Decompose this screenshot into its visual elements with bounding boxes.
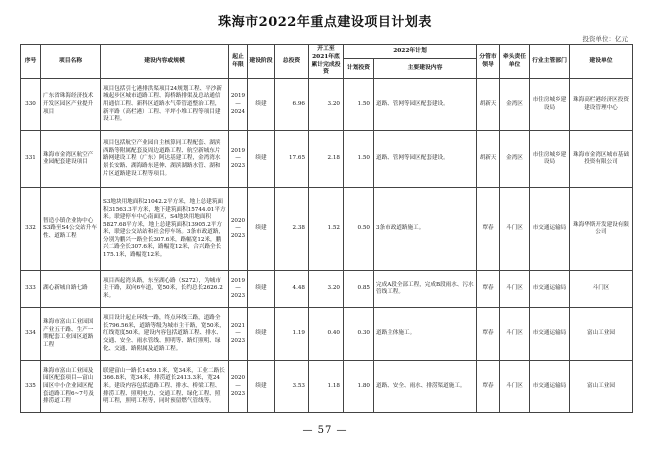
row-builder: 珠海高栏港经济区投资建设管理中心 — [570, 79, 633, 131]
row-lead-unit: 斗门区 — [500, 308, 530, 361]
row-city-leader: 覃春 — [477, 361, 500, 413]
row-seq: 335 — [21, 361, 41, 413]
row-lead-unit: 斗门区 — [500, 361, 530, 413]
row-plan-content: 3条市政道路施工。 — [374, 188, 477, 271]
row-builder: 斗门区 — [570, 271, 633, 308]
row-dept: 市住房城乡建设局 — [530, 79, 570, 131]
row-city-leader: 覃春 — [477, 308, 500, 361]
row-total: 3.53 — [275, 361, 309, 413]
row-builder: 珠海华斯开发建设有限公司 — [570, 188, 633, 271]
row-name: 珠海市富山工业园及园区配套项目—富山园区中小企业园区配套道路工程6~7号及排涝道工程 — [41, 361, 101, 413]
row-years: 2019—2023 — [229, 271, 248, 308]
row-name: 广东省珠海经济技术开发区园区产业提升项目 — [41, 79, 101, 131]
row-plan-content: 道路、安全、雨水、排涝渠道施工。 — [374, 361, 477, 413]
row-content: 项目包括航空产业园自主核算同工程配套、湖滨西路等附属配套及周边道路工程、航空新城东片路网建设工程（广东）阿达基建工程，金湾湾水景长安路、湖海路东延伸、湖滨湖路水管、湖和片区道路建设工程等项目。 — [101, 131, 229, 188]
row-lead-unit: 斗门区 — [500, 188, 530, 271]
row-builder: 珠海市金湾区城市基础投资有限公司 — [570, 131, 633, 188]
row-lead-unit: 金湾区 — [500, 79, 530, 131]
row-plan-content: 道路、管网等园区配套建设。 — [374, 79, 477, 131]
row-plan-content: 道路、管网等园区配套建设。 — [374, 131, 477, 188]
header-years: 起止年限 — [229, 45, 248, 79]
table-row — [21, 271, 633, 308]
row-name: 智造小镇企业协中心S3路至S4公交站升车性、道路工程 — [41, 188, 101, 271]
row-years: 2020—2023 — [229, 361, 248, 413]
header-stage: 建设阶段 — [248, 45, 275, 79]
row-dept: 市交通运输局 — [530, 361, 570, 413]
row-lead-unit: 斗门区 — [500, 271, 530, 308]
table-row — [21, 361, 633, 413]
row-total: 17.65 — [275, 131, 309, 188]
row-stage: 续建 — [248, 79, 275, 131]
row-content: 项目西起湾头路，东至湖心路（S272），为城市主干路，双向6车道，宽50米，长约总长2626.2米。 — [101, 271, 229, 308]
project-table — [20, 44, 633, 413]
row-seq: 333 — [21, 271, 41, 308]
header-plan-invest: 计划投资 — [344, 59, 374, 79]
row-builder: 富山工业园 — [570, 361, 633, 413]
row-dept: 市交通运输局 — [530, 271, 570, 308]
row-years: 2019—2023 — [229, 131, 248, 188]
header-lead-unit: 牵头责任单位 — [500, 45, 530, 79]
row-plan-content: 道路主体施工。 — [374, 308, 477, 361]
row-plan-invest: 1.80 — [344, 361, 374, 413]
row-seq: 332 — [21, 188, 41, 271]
row-name: 珠海市富山工业园国产业五千路、生产一期配套工业园区道路工程 — [41, 308, 101, 361]
row-cumulative: 1.18 — [309, 361, 344, 413]
row-stage: 续建 — [248, 308, 275, 361]
row-cumulative: 3.20 — [309, 271, 344, 308]
row-plan-invest: 0.30 — [344, 308, 374, 361]
row-stage: 续建 — [248, 131, 275, 188]
row-total: 6.96 — [275, 79, 309, 131]
table-row — [21, 131, 633, 188]
row-cumulative: 0.40 — [309, 308, 344, 361]
row-content: 项目设计起止环线一路，终点环线三路，道路全长796.56米，道路等级为城市主干路，宽50米，红线宽度50米。建设内容包括道路工程、排水、交通、安全、雨水管线、照明等、路灯照明、绿化、交通、路附属及道路工程。 — [101, 308, 229, 361]
header-dept: 行业主管部门 — [530, 45, 570, 79]
row-content: S3地块用地面积21042.2平方米，地上总建筑面积31563.3平方米，地下建筑面积15744.01平方米。联建停车中心南面区，S4地块用地面积5827.68平方米，地上总建筑面积13905.2平方米，联建公交站站和社会停车场。3条市政道路，分别为鹏兴一路全长307.6米，路幅宽12米，鹏兴二路全长307.6米，路幅宽12米，合兴路全长175.1米，路幅宽12米。 — [101, 188, 229, 271]
row-lead-unit: 金湾区 — [500, 131, 530, 188]
row-dept: 市交通运输局 — [530, 308, 570, 361]
row-years: 2019—2024 — [229, 79, 248, 131]
unit-label: 投资单位：亿元 — [582, 35, 628, 43]
header-name: 项目名称 — [41, 45, 101, 79]
row-city-leader: 覃春 — [477, 271, 500, 308]
row-total: 1.19 — [275, 308, 309, 361]
row-seq: 331 — [21, 131, 41, 188]
row-name: 湖心新城自路七路 — [41, 271, 101, 308]
row-seq: 334 — [21, 308, 41, 361]
header-plan-group: 2022年计划 — [344, 45, 477, 59]
page-title: 珠海市2022年重点建设项目计划表 — [218, 15, 432, 30]
row-city-leader: 覃春 — [477, 188, 500, 271]
table-row — [21, 79, 633, 131]
row-plan-invest: 0.50 — [344, 188, 374, 271]
table-row — [21, 308, 633, 361]
header-city-leader: 分管市领导 — [477, 45, 500, 79]
row-stage: 续建 — [248, 271, 275, 308]
header-seq: 序号 — [21, 45, 41, 79]
row-builder: 富山工业园 — [570, 308, 633, 361]
row-cumulative: 2.18 — [309, 131, 344, 188]
row-cumulative: 1.52 — [309, 188, 344, 271]
row-plan-invest: 0.85 — [344, 271, 374, 308]
header-cumulative: 开工至2021年底累计完成投资 — [309, 45, 344, 79]
row-plan-content: 完成A段全部工程，完成B段雨水、污水管线工程。 — [374, 271, 477, 308]
row-stage: 续建 — [248, 188, 275, 271]
row-content: 联建富山一路长1459.1米，宽34米，工业二路长366.8米，宽34米，排涝道长2413.3米，宽24米。建设内容包括道路工程、排水、桥梁工程、排涝工程、照明电力、交通工程、绿化工程、照明工程，照明工程等，同时预留燃气管线等。 — [101, 361, 229, 413]
header-total: 总投资 — [275, 45, 309, 79]
page-number: — 57 — — [302, 425, 348, 436]
row-stage: 续建 — [248, 361, 275, 413]
table-row — [21, 188, 633, 271]
header-content: 建设内容或规模 — [101, 45, 229, 79]
row-name: 珠海市金湾区航空产业园配套建设项目 — [41, 131, 101, 188]
row-years: 2021—2023 — [229, 308, 248, 361]
row-total: 2.38 — [275, 188, 309, 271]
row-cumulative: 3.20 — [309, 79, 344, 131]
row-years: 2020—2023 — [229, 188, 248, 271]
row-total: 4.48 — [275, 271, 309, 308]
row-plan-invest: 1.50 — [344, 79, 374, 131]
row-dept: 市交通运输局 — [530, 188, 570, 271]
row-content: 项目包括引七港排洪渠项目24规划工程、平沙新城起步区城市道路工程、海桥路排渠及总站通信用通信工程、新科区道路水气带管道整治工程，新平路（高栏港）工程、平坪小堆工程等项目建设工程。 — [101, 79, 229, 131]
row-plan-invest: 1.50 — [344, 131, 374, 188]
row-city-leader: 胡新天 — [477, 131, 500, 188]
header-builder: 建设单位 — [570, 45, 633, 79]
row-dept: 市住房城乡建设局 — [530, 131, 570, 188]
row-city-leader: 胡新天 — [477, 79, 500, 131]
row-seq: 330 — [21, 79, 41, 131]
header-plan-content: 主要建设内容 — [374, 59, 477, 79]
